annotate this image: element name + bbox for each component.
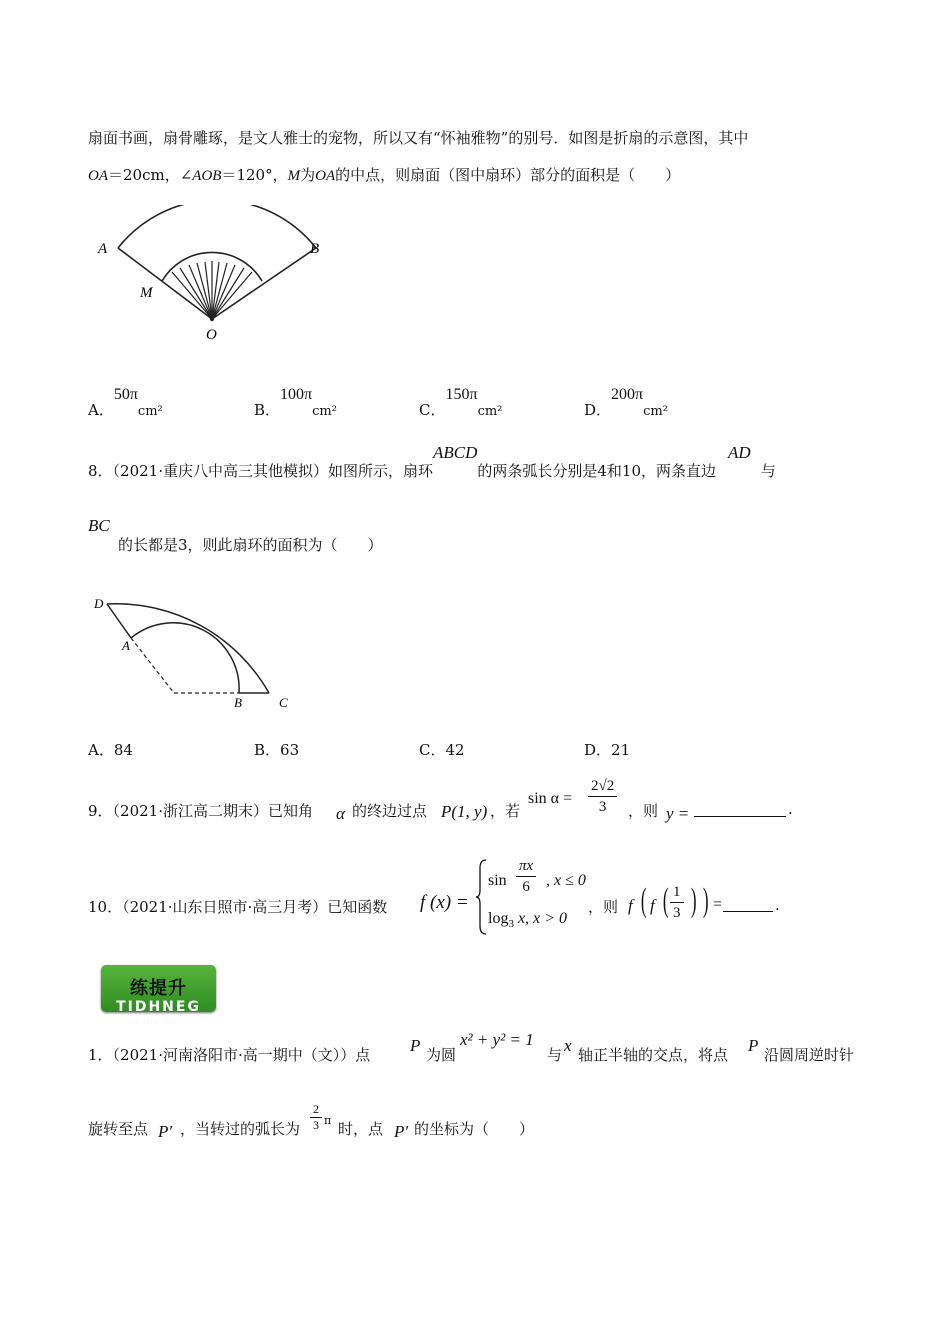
q8-option-a[interactable]: A．84 [88,741,133,759]
q10-answer-blank[interactable] [723,897,773,912]
p1-arc-frac: $\frac{2}{3}$ [310,1102,322,1133]
p1-x: x [564,1036,572,1055]
q7-eq1: ＝20cm，∠ [108,166,193,184]
q8-options [88,739,788,761]
q8-option-b-value: 63 [280,741,300,759]
p1-p-prime-2: P′ [394,1122,409,1141]
sector-inner-arc-ab [131,623,239,693]
sector-outer-arc-dc [107,604,269,693]
q8-ad: AD [728,443,751,462]
q10-paren-open-inner: ( [662,882,669,919]
q8-option-b[interactable]: B．63 [254,741,300,759]
q10-f-inner: f [650,896,655,915]
q10-fx: f (x) = [420,892,469,913]
sector-label-b: B [234,695,242,710]
q7-option-a[interactable]: A．50πcm² [88,386,163,419]
sector-label-a: A [122,638,130,653]
q9-alpha: α [336,804,345,823]
q9-y-eq: y = [666,804,690,823]
p1-p-prime: P′ [158,1122,173,1141]
q10-f-outer: f [628,896,633,915]
q10-paren-open-outer: ( [640,882,647,919]
q7-aob: AOB [192,168,222,184]
q7-m: M [287,168,301,184]
folding-fan-figure [90,205,340,355]
q8-option-c-value: 42 [445,741,465,759]
q7-option-b[interactable]: B．100πcm² [254,386,337,419]
sector-dashed-radius [131,638,174,693]
q10-line: 10．（2021·山东日照市·高三月考）已知函数 f (x) = sin $\frac{\pi x}{6}$ , x ≤ 0 $\log_3 x$, x > 0 ，则 f ( f ( $\frac{1}{3}$ ) ) = . [88,852,848,942]
p1-p2: P [748,1036,759,1055]
q8-bc: BC [88,516,110,535]
q9-line: 9．（2021·浙江高二期末）已知角 α 的终边过点 P(1, y) ，若 sin α = $\frac{2√2}{3}$ ，则 y = . [88,778,793,823]
q7-option-d[interactable]: D．200πcm² [584,386,668,419]
q8-line2: BC 的长都是3，则此扇环的面积为（ ） [88,516,383,554]
fan-label-b: B [310,241,320,257]
q10-paren-close-outer: ) [702,882,709,919]
q9-fraction: $\frac{2√2}{3}$ [588,776,617,817]
badge-title: 练提升 [130,978,187,999]
p1-arc-pi: π [324,1114,332,1127]
fan-label-a: A [98,241,108,257]
q10-brace [476,858,488,936]
q10-case1-frac: $\frac{\pi x}{6}$ [516,856,536,897]
p1-line2: 旋转至点 P′ ，当转过的弧长为 $\frac{2}{3}$ π 时，点 P′ 的坐标为（ ） [88,1102,535,1141]
q10-case1-sin: sin [488,872,507,889]
annular-sector-figure [92,590,302,710]
q8-abcd: ABCD [433,443,478,462]
q7-eq2: ＝120°， [221,166,288,184]
q7-oa: OA [88,168,108,184]
q9-answer-blank[interactable] [694,802,786,817]
q7-line1: 扇面书画，扇骨雕琢，是文人雅士的宠物，所以又有“怀袖雅物”的别号．如图是折扇的示意图，其中 [88,129,749,147]
q7-option-c[interactable]: C．150πcm² [419,386,503,419]
fan-point-o [210,317,214,321]
badge-subtitle: TIDHNEG [116,999,201,1012]
q7-mid2: 的中点，则扇面（图中扇环）部分的面积是（ ） [335,166,681,184]
q7-option-d-value: 200π [611,386,644,403]
sector-label-c: C [279,695,288,710]
q7-options [88,383,788,417]
sector-edge-da [107,604,131,638]
q9-sin: sin α = [528,790,573,807]
fan-edge-oa [118,248,212,319]
q10-paren-close-inner: ) [690,882,697,919]
p1-p: P [410,1036,421,1055]
fan-label-o: O [206,327,217,343]
p1-circle: x² + y² = 1 [460,1030,534,1049]
q8-option-d[interactable]: D．21 [584,741,631,759]
q9-point: P(1, y) [441,802,488,821]
q8-option-a-value: 84 [113,741,133,759]
q8-line1: 8．（2021·重庆八中高三其他模拟）如图所示，扇环ABCD的两条弧长分别是4和10，两条直边AD与 [88,443,776,480]
q7-oa2: OA [315,168,336,184]
q7-option-b-value: 100π [280,386,313,403]
fan-outer-arc [118,205,316,248]
q7-line2 [88,165,680,186]
q7-option-a-value: 50π [113,386,138,403]
p1-line1: 1．（2021·河南洛阳市·高一期中（文））点 P 为圆 x² + y² = 1 与 x 轴正半轴的交点，将点 P 沿圆周逆时针 [88,1030,855,1064]
q7-mid1: 为 [300,166,316,184]
q8-option-d-value: 21 [611,741,631,759]
fan-label-m: M [140,285,153,301]
q10-arg-frac: $\frac{1}{3}$ [670,882,684,923]
fan-ribs [172,261,252,319]
q10-case2: $\log_3 x$, x > 0 [488,910,567,931]
q7-option-c-value: 150π [445,386,478,403]
q8-option-c[interactable]: C．42 [419,741,465,759]
practice-badge [101,965,216,1012]
sector-label-d: D [94,596,104,611]
q10-case1-cond: , x ≤ 0 [546,872,586,889]
